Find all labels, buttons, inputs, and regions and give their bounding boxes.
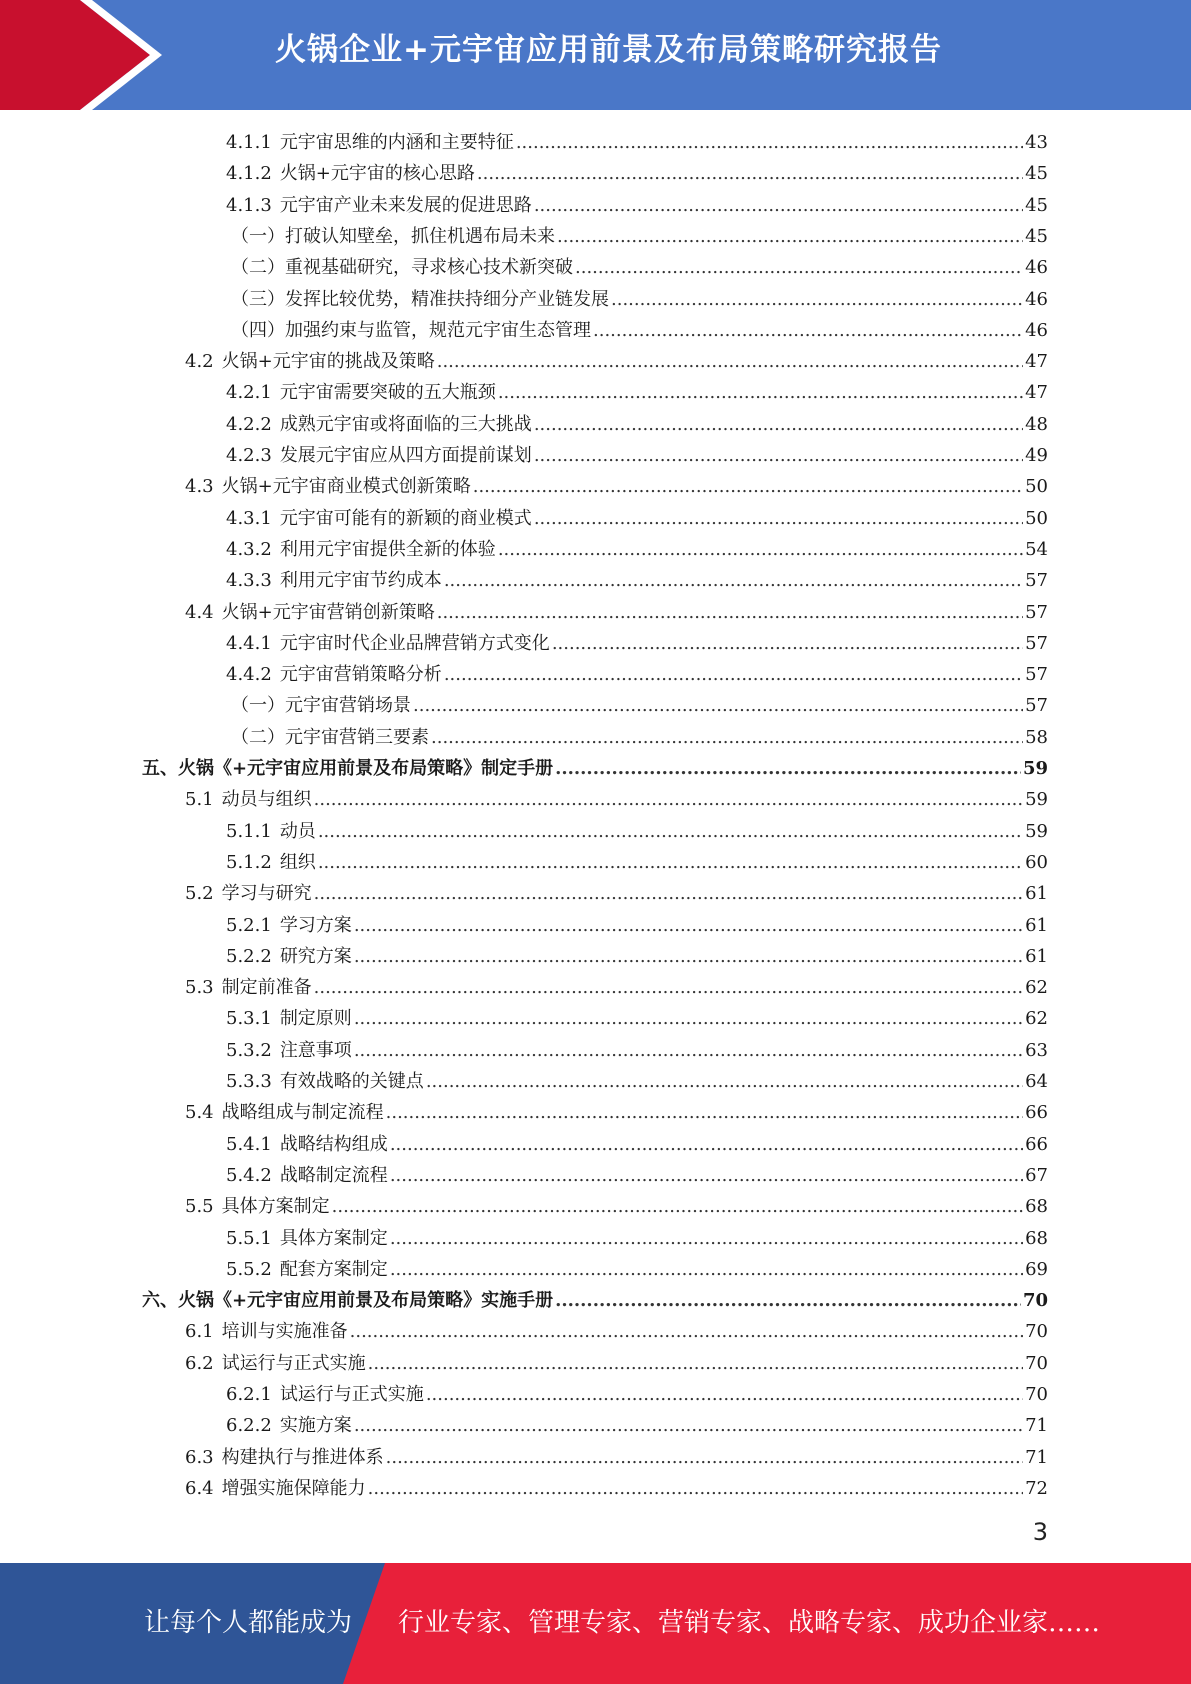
toc-entry[interactable] [185, 1316, 1048, 1347]
toc-entry-page: 68 [1025, 1227, 1048, 1249]
toc-entry-page: 57 [1025, 695, 1048, 717]
toc-entry-page: 45 [1025, 225, 1048, 247]
toc-entry[interactable] [231, 221, 1048, 252]
toc-dot-leader [390, 1223, 1023, 1254]
toc-entry-title: 战略制定流程 [279, 1164, 388, 1186]
toc-entry-page: 45 [1025, 163, 1048, 185]
toc-dot-leader [314, 972, 1023, 1003]
toc-entry[interactable] [185, 972, 1048, 1003]
toc-entry-number: 5.3.3 [226, 1071, 272, 1092]
toc-dot-leader [534, 190, 1023, 221]
toc-dot-leader [368, 1473, 1023, 1504]
toc-entry-page: 57 [1025, 601, 1048, 623]
toc-entry[interactable] [226, 1035, 1048, 1066]
toc-dot-leader [555, 753, 1021, 784]
toc-entry-title: 元宇宙营销三要素 [285, 726, 429, 748]
toc-entry-page: 70 [1025, 1384, 1048, 1405]
toc-entry-title: 战略组成与制定流程 [221, 1102, 384, 1124]
toc-dot-leader [390, 1160, 1023, 1191]
toc-entry[interactable] [226, 1254, 1048, 1285]
toc-entry-page: 50 [1025, 476, 1048, 498]
toc-entry[interactable] [185, 1191, 1048, 1222]
toc-dot-leader [413, 690, 1023, 721]
toc-entry-page: 59 [1022, 758, 1048, 779]
toc-dot-leader [498, 377, 1023, 408]
toc-dot-leader [431, 722, 1023, 753]
toc-dot-leader [354, 1035, 1023, 1066]
toc-entry-page: 72 [1025, 1477, 1048, 1499]
toc-entry-number: 4.2.1 [226, 382, 272, 404]
toc-entry-number: 六、 [142, 1290, 178, 1312]
toc-dot-leader [534, 409, 1023, 440]
toc-entry-title: 元宇宙营销场景 [285, 695, 411, 717]
toc-entry-number: 5.2.1 [226, 914, 272, 936]
toc-entry-number: 5.1.1 [226, 820, 272, 842]
toc-entry-number: 5.2 [185, 883, 214, 905]
toc-entry[interactable] [226, 565, 1048, 596]
toc-entry-page: 61 [1025, 883, 1048, 905]
toc-entry[interactable] [226, 409, 1048, 440]
toc-dot-leader [555, 1285, 1021, 1316]
footer-bar [0, 1563, 1191, 1684]
toc-dot-leader [534, 503, 1023, 534]
toc-entry-title: 具体方案制定 [279, 1227, 388, 1249]
toc-dot-leader [354, 1410, 1023, 1441]
toc-entry-page: 48 [1025, 413, 1048, 435]
toc-entry-number: 4.4 [185, 601, 214, 623]
toc-entry-title: 火锅+元宇宙的挑战及策略 [221, 351, 435, 373]
toc-entry-number: （三） [231, 288, 285, 310]
toc-dot-leader [575, 252, 1023, 283]
toc-entry-number: 4.3 [185, 476, 214, 498]
toc-entry[interactable] [185, 471, 1048, 502]
toc-entry-number: 5.1.2 [226, 851, 272, 873]
toc-entry-page: 57 [1025, 664, 1048, 686]
toc-dot-leader [390, 1129, 1023, 1160]
toc-entry-page: 57 [1025, 570, 1048, 592]
toc-entry-number: 5.4.1 [226, 1133, 272, 1155]
toc-dot-leader [318, 847, 1023, 878]
toc-dot-leader [444, 659, 1023, 690]
toc-entry[interactable] [185, 784, 1048, 815]
toc-entry-page: 62 [1025, 977, 1048, 999]
toc-entry-number: 5.2.2 [226, 945, 272, 967]
toc-entry[interactable] [231, 284, 1048, 315]
toc-entry-page: 70 [1025, 1352, 1048, 1374]
toc-entry-page: 61 [1025, 945, 1048, 967]
toc-entry-number: 5.3.1 [226, 1008, 272, 1030]
toc-entry-page: 43 [1025, 132, 1048, 153]
toc-entry-number: 4.1.1 [226, 132, 272, 153]
toc-entry-number: （二） [231, 726, 285, 748]
toc-entry-page: 70 [1022, 1290, 1048, 1312]
toc-entry-number: 5.5.1 [226, 1227, 272, 1249]
toc-entry[interactable] [226, 1223, 1048, 1254]
toc-entry-page: 47 [1025, 382, 1048, 404]
toc-entry[interactable] [231, 722, 1048, 753]
footer-slogan-right: 行业专家、管理专家、营销专家、战略专家、成功企业家…… [398, 1608, 1101, 1638]
toc-entry[interactable] [185, 1442, 1048, 1473]
toc-entry-number: 4.3.2 [226, 538, 272, 560]
toc-entry-title: 加强约束与监管，规范元宇宙生态管理 [285, 319, 591, 341]
toc-entry-title: 发挥比较优势，精准扶持细分产业链发展 [285, 288, 609, 310]
toc-entry-title: 试运行与正式实施 [221, 1352, 366, 1374]
toc-entry[interactable] [226, 190, 1048, 221]
toc-dot-leader [498, 534, 1023, 565]
footer-slogan-left: 让每个人都能成为 [144, 1608, 353, 1638]
toc-dot-leader [314, 878, 1023, 909]
toc-dot-leader [426, 1379, 1023, 1410]
toc-entry-page: 71 [1025, 1446, 1048, 1468]
toc-entry-number: 4.1.3 [226, 194, 272, 216]
toc-entry-number: 6.2 [185, 1352, 214, 1374]
page-number: 3 [1032, 1518, 1048, 1546]
toc-entry-number: 5.4 [185, 1102, 214, 1124]
toc-entry-title: 学习与研究 [221, 883, 312, 905]
toc-entry[interactable] [231, 690, 1048, 721]
toc-entry-number: 5.3 [185, 977, 214, 999]
toc-dot-leader [552, 628, 1023, 659]
toc-entry-page: 59 [1025, 820, 1048, 842]
toc-entry-title: 火锅+元宇宙商业模式创新策略 [221, 476, 471, 498]
toc-entry-page: 46 [1025, 257, 1048, 279]
toc-entry[interactable] [226, 816, 1048, 847]
toc-entry-title: 研究方案 [279, 945, 352, 967]
toc-entry-number: 6.3 [185, 1446, 214, 1468]
toc-entry-title: 动员与组织 [221, 789, 312, 811]
toc-dot-leader [593, 315, 1023, 346]
toc-entry-title: 具体方案制定 [221, 1196, 330, 1218]
toc-entry-title: 元宇宙需要突破的五大瓶颈 [279, 382, 496, 404]
toc-entry[interactable] [226, 440, 1048, 471]
toc-entry-title: 元宇宙产业未来发展的促进思路 [279, 194, 532, 216]
toc-dot-leader [368, 1348, 1023, 1379]
toc-dot-leader [477, 158, 1023, 189]
toc-entry-page: 61 [1025, 914, 1048, 936]
toc-dot-leader [611, 284, 1023, 315]
toc-entry-page: 58 [1025, 726, 1048, 748]
toc-dot-leader [318, 816, 1023, 847]
toc-entry-number: 5.5 [185, 1196, 214, 1218]
toc-entry-number: 6.4 [185, 1477, 214, 1499]
toc-dot-leader [473, 471, 1023, 502]
toc-entry-title: 注意事项 [279, 1039, 352, 1061]
toc-entry-title: 组织 [279, 851, 316, 873]
header-bar [0, 0, 1191, 110]
toc-entry[interactable] [185, 597, 1048, 628]
toc-dot-leader [534, 440, 1023, 471]
toc-entry-title: 重视基础研究，寻求核心技术新突破 [285, 257, 573, 279]
toc-entry-number: 4.4.1 [226, 632, 272, 654]
toc-entry[interactable] [185, 878, 1048, 909]
toc-dot-leader [437, 346, 1023, 377]
toc-dot-leader [444, 565, 1023, 596]
toc-entry[interactable] [226, 127, 1048, 158]
toc-entry[interactable] [231, 315, 1048, 346]
toc-entry[interactable] [226, 1003, 1048, 1034]
toc-entry[interactable] [226, 377, 1048, 408]
toc-dot-leader [354, 1003, 1023, 1034]
toc-entry-title: 配套方案制定 [279, 1258, 388, 1280]
toc-entry-title: 制定原则 [279, 1008, 352, 1030]
toc-entry-title: 火锅《+元宇宙应用前景及布局策略》制定手册 [178, 758, 554, 779]
toc-entry-title: 元宇宙思维的内涵和主要特征 [279, 132, 514, 153]
toc-entry-page: 68 [1025, 1196, 1048, 1218]
toc-entry-page: 67 [1025, 1164, 1048, 1186]
toc-entry-page: 62 [1025, 1008, 1048, 1030]
toc-entry-title: 利用元宇宙节约成本 [279, 570, 442, 592]
toc-entry-title: 火锅《+元宇宙应用前景及布局策略》实施手册 [178, 1290, 554, 1312]
toc-dot-leader [350, 1316, 1023, 1347]
toc-entry-number: （一） [231, 695, 285, 717]
toc-entry-title: 学习方案 [279, 914, 352, 936]
toc-entry-page: 47 [1025, 351, 1048, 373]
toc-entry[interactable] [226, 941, 1048, 972]
toc-entry-title: 战略结构组成 [279, 1133, 388, 1155]
toc-entry-title: 试运行与正式实施 [279, 1384, 424, 1405]
toc-entry-title: 火锅+元宇宙的核心思路 [279, 163, 475, 185]
toc-entry-number: （四） [231, 319, 285, 341]
toc-entry-number: 5.3.2 [226, 1039, 272, 1061]
toc-entry-title: 实施方案 [279, 1415, 352, 1437]
toc-entry[interactable] [185, 346, 1048, 377]
toc-entry[interactable] [185, 1348, 1048, 1379]
toc-entry[interactable] [226, 1066, 1048, 1097]
toc-entry-title: 有效战略的关键点 [279, 1071, 424, 1092]
toc-entry-number: 6.2.2 [226, 1415, 272, 1437]
toc-entry-number: 5.1 [185, 789, 214, 811]
toc-entry[interactable] [226, 1160, 1048, 1191]
toc-entry-page: 64 [1025, 1071, 1048, 1092]
toc-entry[interactable] [226, 659, 1048, 690]
toc-entry[interactable] [226, 1129, 1048, 1160]
toc-entry-page: 54 [1025, 538, 1048, 560]
toc-dot-leader [557, 221, 1023, 252]
toc-entry-number: 6.2.1 [226, 1384, 272, 1405]
toc-entry[interactable] [226, 910, 1048, 941]
toc-dot-leader [386, 1097, 1023, 1128]
toc-entry-page: 57 [1025, 632, 1048, 654]
toc-entry-number: 4.2 [185, 351, 214, 373]
toc-entry-number: 6.1 [185, 1321, 214, 1343]
toc-entry-title: 发展元宇宙应从四方面提前谋划 [279, 445, 532, 466]
toc-entry-title: 成熟元宇宙或将面临的三大挑战 [279, 413, 532, 435]
toc-entry-title: 利用元宇宙提供全新的体验 [279, 538, 496, 560]
toc-entry-number: 5.4.2 [226, 1164, 272, 1186]
toc-entry-number: 4.4.2 [226, 664, 272, 686]
toc-dot-leader [354, 941, 1023, 972]
toc-entry-number: 五、 [142, 758, 178, 779]
toc-entry-number: 4.3.1 [226, 507, 272, 529]
toc-entry-page: 66 [1025, 1102, 1048, 1124]
toc-dot-leader [314, 784, 1023, 815]
toc-entry[interactable] [142, 1285, 1048, 1316]
toc-entry-title: 元宇宙可能有的新颖的商业模式 [279, 507, 532, 529]
toc-entry[interactable] [226, 503, 1048, 534]
toc-entry-page: 45 [1025, 194, 1048, 216]
toc-entry-number: 4.2.3 [226, 445, 272, 466]
toc-entry-page: 63 [1025, 1039, 1048, 1061]
toc-entry[interactable] [185, 1097, 1048, 1128]
toc-dot-leader [354, 910, 1023, 941]
toc-entry-page: 70 [1025, 1321, 1048, 1343]
toc-entry-title: 元宇宙营销策略分析 [279, 664, 442, 686]
toc-entry[interactable] [231, 252, 1048, 283]
toc-entry-number: 4.1.2 [226, 163, 272, 185]
toc-entry-page: 50 [1025, 507, 1048, 529]
toc-entry-title: 构建执行与推进体系 [221, 1446, 384, 1468]
toc-entry-title: 培训与实施准备 [221, 1321, 348, 1343]
toc-entry-number: （一） [231, 225, 285, 247]
toc-entry[interactable] [226, 1410, 1048, 1441]
toc-entry-title: 元宇宙时代企业品牌营销方式变化 [279, 632, 550, 654]
toc-entry-title: 火锅+元宇宙营销创新策略 [221, 601, 435, 623]
toc-entry-title: 增强实施保障能力 [221, 1477, 366, 1499]
toc-dot-leader [332, 1191, 1023, 1222]
toc-entry-page: 46 [1025, 288, 1048, 310]
toc-entry[interactable] [226, 628, 1048, 659]
toc-dot-leader [437, 597, 1023, 628]
toc-entry-page: 49 [1025, 445, 1048, 466]
toc-entry[interactable] [142, 753, 1048, 784]
document-title: 火锅企业+元宇宙应用前景及布局策略研究报告 [275, 32, 942, 68]
toc-entry-page: 60 [1025, 851, 1048, 873]
toc-entry-page: 46 [1025, 319, 1048, 341]
toc-dot-leader [386, 1442, 1023, 1473]
toc-entry-title: 动员 [279, 820, 316, 842]
toc-dot-leader [516, 127, 1023, 158]
toc-entry[interactable] [226, 534, 1048, 565]
toc-entry-title: 制定前准备 [221, 977, 312, 999]
toc-entry-number: 5.5.2 [226, 1258, 272, 1280]
toc-entry[interactable] [226, 158, 1048, 189]
toc-dot-leader [390, 1254, 1023, 1285]
toc-entry-page: 71 [1025, 1415, 1048, 1437]
toc-entry[interactable] [226, 1379, 1048, 1410]
toc-entry-page: 59 [1025, 789, 1048, 811]
toc-entry-number: 4.2.2 [226, 413, 272, 435]
toc-entry[interactable] [185, 1473, 1048, 1504]
toc-dot-leader [426, 1066, 1023, 1097]
toc-entry-page: 66 [1025, 1133, 1048, 1155]
toc-entry-number: 4.3.3 [226, 570, 272, 592]
toc-entry-title: 打破认知壁垒，抓住机遇布局未来 [285, 225, 555, 247]
toc-entry-number: （二） [231, 257, 285, 279]
toc-entry-page: 69 [1025, 1258, 1048, 1280]
toc-entry[interactable] [226, 847, 1048, 878]
